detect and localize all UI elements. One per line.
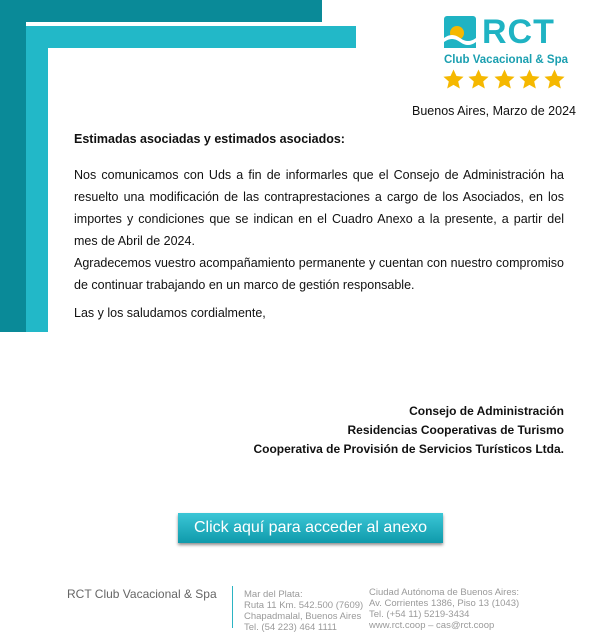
decorative-side-light — [26, 26, 48, 332]
footer-line: Ruta 11 Km. 542.500 (7609) — [244, 600, 364, 611]
decorative-side-dark — [0, 0, 26, 332]
letter-signature — [253, 402, 564, 459]
logo-brand-text: RCT — [482, 13, 555, 51]
decorative-bar-dark — [0, 0, 322, 22]
signature-line: Cooperativa de Provisión de Servicios Turísticos Ltda. — [253, 442, 564, 456]
letter-greeting: Estimadas asociadas y estimados asociados: — [74, 132, 345, 146]
footer-line: Chapadmalal, Buenos Aires — [244, 611, 362, 622]
footer-line: Tel. (54 223) 464 1111 — [244, 622, 337, 633]
star-icon — [518, 68, 541, 91]
footer-address-caba — [369, 587, 519, 631]
annex-link-button[interactable]: Click aquí para acceder al anexo — [178, 513, 443, 543]
footer-line: Tel. (+54 11) 5219-3434 — [369, 609, 470, 620]
star-icon — [543, 68, 566, 91]
footer-brand: RCT Club Vacacional & Spa — [67, 587, 217, 601]
letter-farewell: Las y los saludamos cordialmente, — [74, 306, 266, 320]
logo-subtitle: Club Vacacional & Spa — [444, 54, 568, 66]
star-icon — [467, 68, 490, 91]
footer-line: Ciudad Autónoma de Buenos Aires: — [369, 587, 519, 598]
sun-wave-icon — [444, 16, 476, 48]
rct-logo — [442, 14, 568, 94]
letter-paragraph: Agradecemos vuestro acompañamiento permanente y cuentan con nuestro compromiso de continuar trabajando en un marco de gestión responsable. — [74, 256, 564, 292]
star-icon — [493, 68, 516, 91]
footer-contact-link[interactable]: www.rct.coop – cas@rct.coop — [369, 620, 495, 631]
signature-line: Residencias Cooperativas de Turismo — [347, 423, 564, 437]
letter-paragraph: Nos comunicamos con Uds a fin de informarles que el Consejo de Administración ha resuelto una modificación de las contraprestaciones a cargo de los Asociados, en los importes y condiciones que se indican en el Cuadro Anexo a la presente, a partir del mes de Abril de 2024. — [74, 168, 564, 248]
letter-date: Buenos Aires, Marzo de 2024 — [412, 104, 576, 118]
star-icon — [442, 68, 465, 91]
signature-line: Consejo de Administración — [409, 404, 564, 418]
letter-body — [74, 164, 564, 296]
decorative-bar-light — [26, 26, 356, 48]
logo-stars — [442, 68, 566, 92]
footer-line: Mar del Plata: — [244, 589, 303, 600]
footer-line: Av. Corrientes 1386, Piso 13 (1043) — [369, 598, 520, 609]
footer-address-mar-del-plata — [244, 589, 363, 633]
footer-divider — [232, 586, 233, 628]
